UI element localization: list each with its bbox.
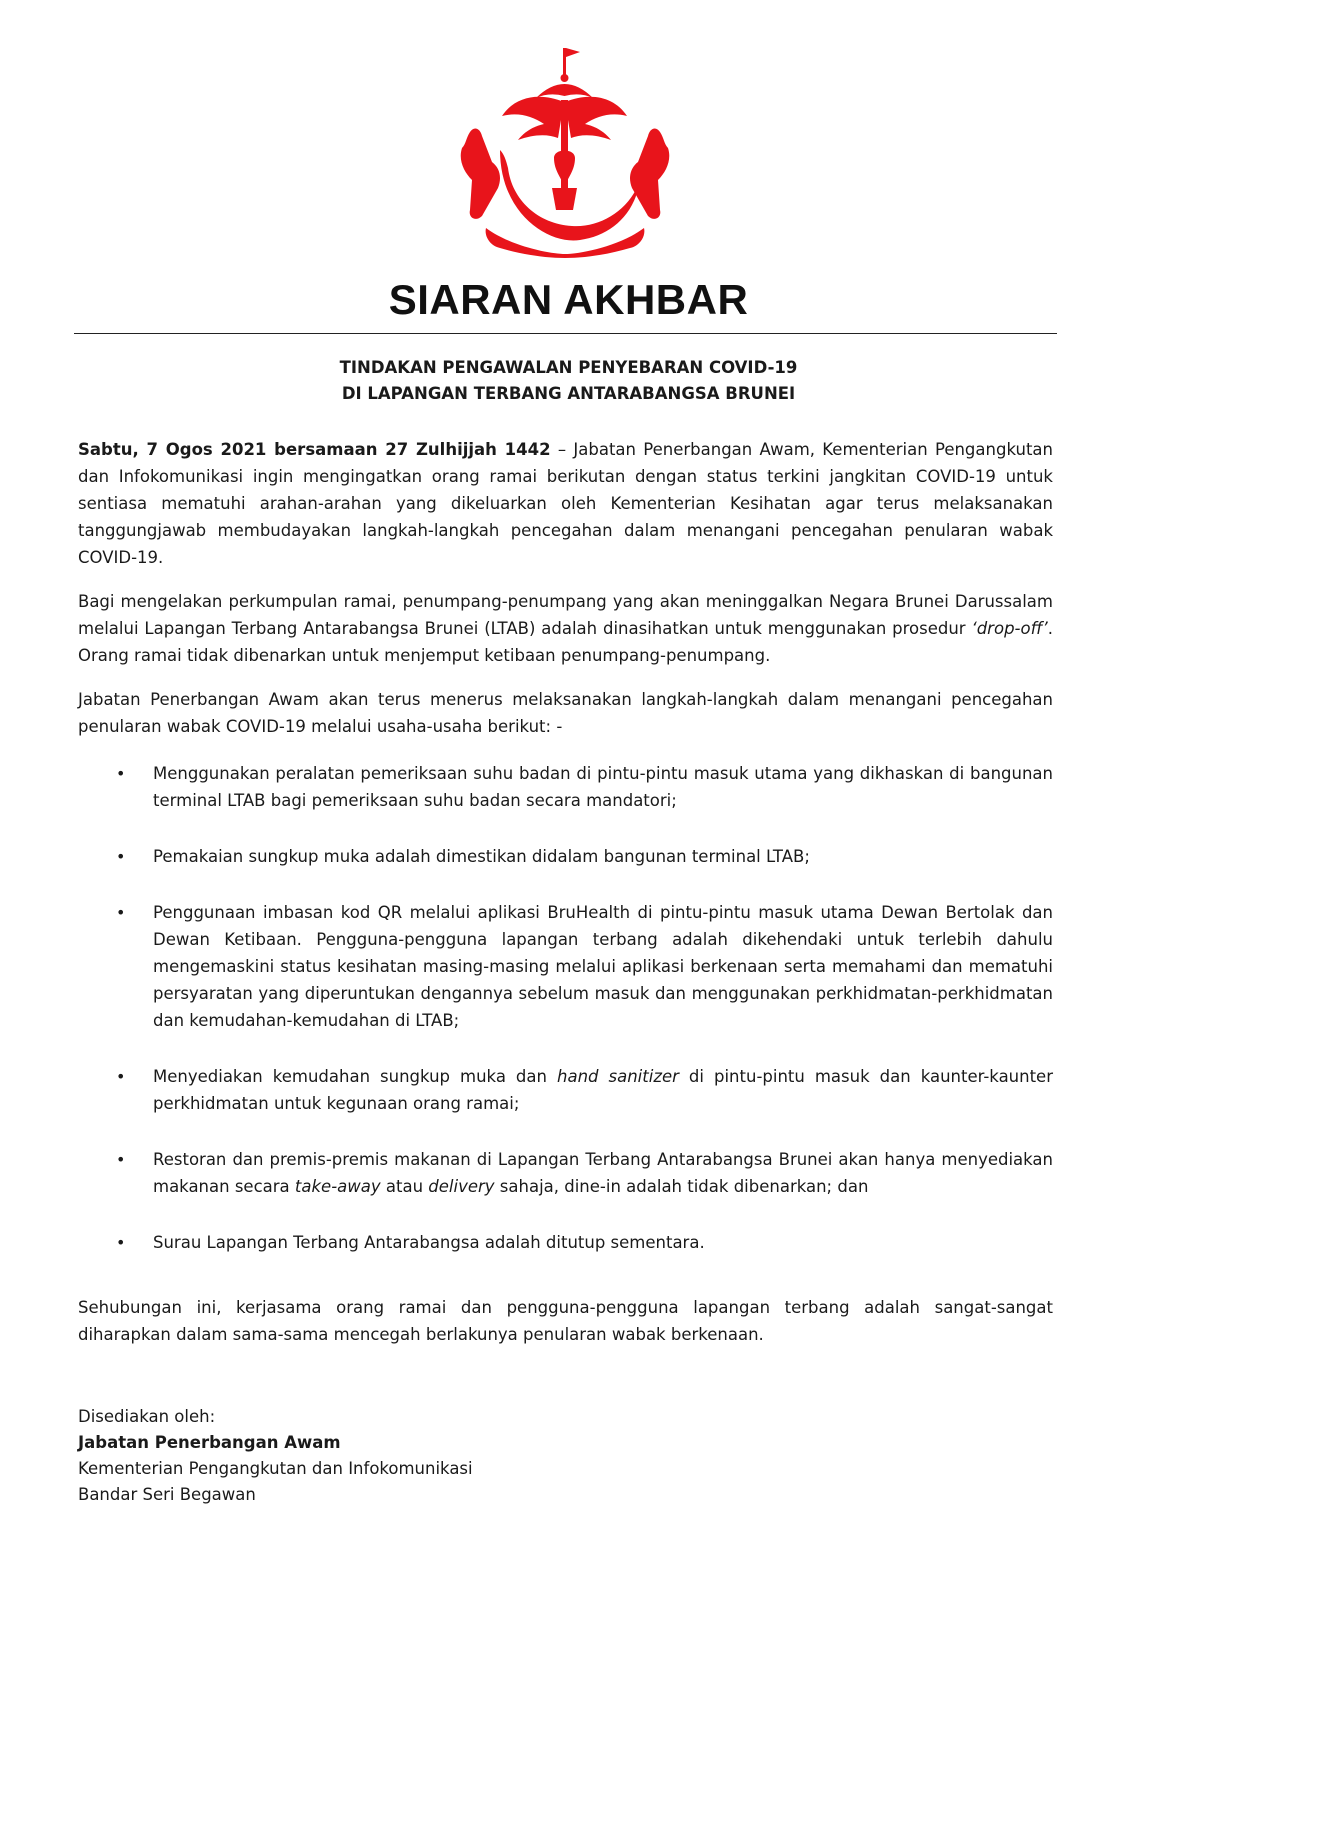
dropoff-text-a: Bagi mengelakan perkumpulan ramai, penumpang-penumpang yang akan meninggalkan Negara Brunei Darussalam melalui Lapangan Terbang Antarabangsa Brunei (LTAB) adalah dinasihatkan untuk menggunakan prosedur (78, 592, 1053, 638)
list-item (78, 760, 1053, 814)
title-divider (74, 333, 1057, 334)
intro-text: – Jabatan Penerbangan Awam, Kementerian Pengangkutan dan Infokomunikasi ingin mengingatkan orang ramai berikutan dengan status terkini jangkitan COVID-19 untuk sentiasa mematuhi arahan-arahan yang dikeluarkan oleh Kementerian Kesihatan agar terus melaksanakan tanggungjawab membudayakan langkah-langkah pencegahan dalam menangani pencegahan penularan wabak COVID-19. (78, 440, 1053, 567)
list-item (78, 1229, 1053, 1256)
list-item (78, 1146, 1053, 1200)
prepared-by-label: Disediakan oleh: (78, 1407, 216, 1426)
closing-paragraph: Sehubungan ini, kerjasama orang ramai dan pengguna-pengguna lapangan terbang adalah sangat-sangat diharapkan dalam sama-sama mencegah berlakunya penularan wabak berkenaan. (78, 1298, 1053, 1344)
bullet-icon: • (116, 1067, 126, 1086)
measure-text: Surau Lapangan Terbang Antarabangsa adalah ditutup sementara. (153, 1233, 705, 1252)
list-item (78, 843, 1053, 870)
issuing-organization: Jabatan Penerbangan Awam (78, 1433, 341, 1452)
measure-text-b: sahaja, dine-in adalah tidak dibenarkan; dan (494, 1177, 869, 1196)
release-date: Sabtu, 7 Ogos 2021 bersamaan 27 Zulhijjah 1442 (78, 440, 551, 459)
release-subtitle (0, 355, 1137, 407)
intro-paragraph (78, 436, 1053, 571)
bullet-icon: • (116, 1233, 126, 1252)
measure-text-b: di pintu-pintu masuk dan kaunter-kaunter perkhidmatan untuk kegunaan orang ramai; (153, 1067, 1053, 1113)
measure-text-a: Restoran dan premis-premis makanan di Lapangan Terbang Antarabangsa Brunei akan hanya menyediakan makanan secara (153, 1150, 1053, 1196)
subtitle-line-2: DI LAPANGAN TERBANG ANTARABANGSA BRUNEI (341, 384, 796, 403)
measures-intro-paragraph: Jabatan Penerbangan Awam akan terus menerus melaksanakan langkah-langkah dalam menangani pencegahan penularan wabak COVID-19 melalui usaha-usaha berikut: - (78, 690, 1053, 736)
measure-term: hand sanitizer (557, 1067, 679, 1086)
release-body (78, 436, 1053, 1348)
measure-text-mid: atau (380, 1177, 429, 1196)
bullet-icon: • (116, 1150, 126, 1169)
measure-text: Pemakaian sungkup muka adalah dimestikan didalam bangunan terminal LTAB; (153, 847, 810, 866)
dropoff-paragraph (78, 588, 1053, 669)
brunei-crest-icon (440, 40, 690, 260)
dropoff-text-b: . Orang ramai tidak dibenarkan untuk menjemput ketibaan penumpang-penumpang. (78, 619, 1053, 665)
bullet-icon: • (116, 847, 126, 866)
list-item (78, 1063, 1053, 1117)
issuing-city: Bandar Seri Begawan (78, 1485, 256, 1504)
page-title: SIARAN AKHBAR (388, 276, 749, 323)
list-item (78, 899, 1053, 1034)
dropoff-term: ‘drop-off’ (971, 619, 1048, 638)
measure-term-takeaway: take-away (294, 1177, 381, 1196)
measure-term-delivery: delivery (428, 1177, 495, 1196)
signoff-block (78, 1404, 473, 1508)
bullet-icon: • (116, 903, 126, 922)
issuing-ministry: Kementerian Pengangkutan dan Infokomunikasi (78, 1459, 473, 1478)
subtitle-line-1: TINDAKAN PENGAWALAN PENYEBARAN COVID-19 (339, 358, 798, 377)
bullet-icon: • (116, 764, 126, 783)
measure-text: Penggunaan imbasan kod QR melalui aplikasi BruHealth di pintu-pintu masuk utama Dewan Bertolak dan Dewan Ketibaan. Pengguna-pengguna lapangan terbang adalah dikehendaki untuk terlebih dahulu mengemaskini status kesihatan masing-masing melalui aplikasi berkenaan serta memahami dan mematuhi persyaratan yang diperuntukan dengannya sebelum masuk dan menggunakan perkhidmatan-perkhidmatan dan kemudahan-kemudahan di LTAB; (153, 903, 1053, 1030)
measure-text-a: Menyediakan kemudahan sungkup muka dan (153, 1067, 557, 1086)
measure-text: Menggunakan peralatan pemeriksaan suhu badan di pintu-pintu masuk utama yang dikhaskan di bangunan terminal LTAB bagi pemeriksaan suhu badan secara mandatori; (153, 764, 1053, 810)
measures-list (78, 760, 1053, 1256)
